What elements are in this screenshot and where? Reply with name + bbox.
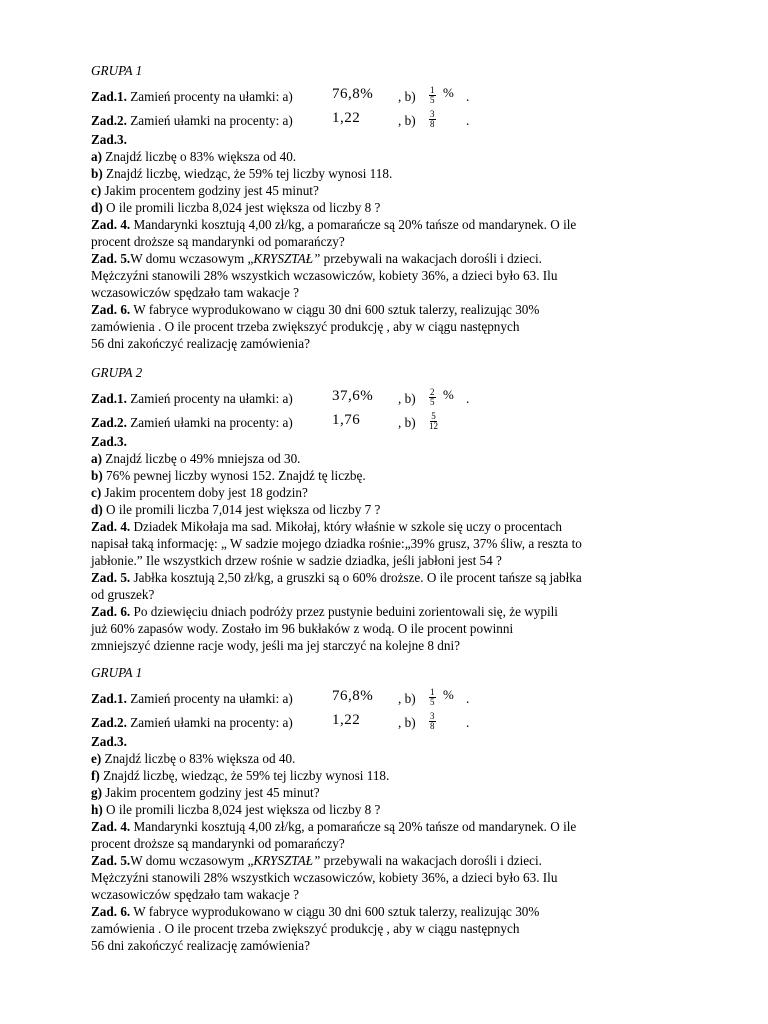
denominator: 8 [430, 721, 435, 731]
subtask: d) O ile promili liczba 7,014 jest większa od liczby 7 ? [91, 502, 381, 517]
value-a: 37,6% [332, 388, 374, 404]
task-text: Zamień procenty na ułamki: a) [130, 89, 293, 104]
marker-b: , b) [398, 113, 416, 128]
marker-b: , b) [398, 391, 416, 406]
denominator: 5 [430, 397, 435, 407]
task-text: Zamień procenty na ułamki: a) [130, 391, 293, 406]
denominator: 5 [430, 697, 435, 707]
subtask: a) Znajdź liczbę o 83% większa od 40. [91, 149, 297, 164]
numerator: 1 [430, 687, 435, 697]
value-a: 76,8% [332, 86, 374, 102]
task-5: Zad. 5.W domu wczasowym „KRYSZTAŁ” przebywali na wakacjach dorośli i dzieci. [91, 251, 542, 266]
fraction [429, 110, 436, 129]
numerator: 2 [430, 387, 435, 397]
task-2 [91, 709, 691, 733]
denominator: 5 [430, 95, 435, 105]
task-2 [91, 409, 691, 433]
task-label: Zad.1. [91, 391, 127, 406]
marker-b: , b) [398, 691, 416, 706]
task-4: Zad. 4. Dziadek Mikołaja ma sad. Mikołaj, który właśnie w szkole się uczy o procentach [91, 519, 562, 534]
numerator: 1 [430, 85, 435, 95]
period: . [466, 391, 470, 406]
task-label: Zad.1. [91, 691, 127, 706]
value-a: 76,8% [332, 688, 374, 704]
denominator: 8 [430, 119, 435, 129]
fraction [429, 388, 436, 407]
task-3-label: Zad.3. [91, 734, 127, 749]
task-label: Zad.2. [91, 415, 127, 430]
value-a: 1,22 [332, 110, 361, 126]
group-section: GRUPA 1 Zad.1. Zamień procenty na ułamki: a) 76,8% , b) $\frac{1}{5}$ % . Zad.2. Zamień ułamki na procenty: a) 1,22 , b) $\frac{3}{8}$ . Zad.3. a) Znajdź liczbę o 83% większa od 40. b) Znajdź liczbę, wiedząc, że 59% tej liczby wynosi 118. c) Jakim procentem godziny jest 45 minut? d) O ile promili liczba 8,024 jest większa od liczby 8 ? Zad. 4. Mandarynki kosztują 4,00 zł/kg, a pomarańcze są 20% tańsze od mandarynek. O ile procent droższe są mandarynki od pomarańczy? Zad. 5.W domu wczasowym „KRYSZTAŁ” przebywali na wakacjach dorośli i dzieci. Mężczyźni stanowili 28% wszystkich wczasowiczów, kobiety 36%, a dzieci było 63. Ilu wczasowiczów spędzało tam wakacje ? Zad. 6. W fabryce wyprodukowano w ciągu 30 dni 600 sztuk talerzy, realizując 30% zamówienia . O ile procent trzeba zwiększyć produkcję , aby w ciągu następnych 56 dni zakończyć realizację zamówienia? [91, 59, 691, 352]
task-1 [91, 385, 691, 409]
marker-b: , b) [398, 89, 416, 104]
percent-sign: % [443, 687, 454, 702]
fraction [429, 712, 436, 731]
task-label: Zad.2. [91, 715, 127, 730]
group-title: GRUPA 1 [91, 63, 143, 78]
task-5: Zad. 5.W domu wczasowym „KRYSZTAŁ” przebywali na wakacjach dorośli i dzieci. [91, 853, 542, 868]
denominator: 12 [429, 421, 438, 431]
task-2 [91, 107, 691, 131]
subtask: b) 76% pewnej liczby wynosi 152. Znajdź tę liczbę. [91, 468, 366, 483]
period: . [466, 113, 470, 128]
subtask: f) Znajdź liczbę, wiedząc, że 59% tej liczby wynosi 118. [91, 768, 390, 783]
task-text: Zamień ułamki na procenty: a) [130, 113, 293, 128]
subtask: d) O ile promili liczba 8,024 jest większa od liczby 8 ? [91, 200, 381, 215]
fraction [429, 688, 436, 707]
value-a: 1,22 [332, 712, 361, 728]
group-title: GRUPA 1 [91, 665, 143, 680]
task-6: Zad. 6. W fabryce wyprodukowano w ciągu 30 dni 600 sztuk talerzy, realizując 30% [91, 904, 540, 919]
value-a: 1,76 [332, 412, 361, 428]
subtask: c) Jakim procentem godziny jest 45 minut? [91, 183, 319, 198]
subtask: h) O ile promili liczba 8,024 jest większa od liczby 8 ? [91, 802, 381, 817]
task-text: Zamień procenty na ułamki: a) [130, 691, 293, 706]
period: . [466, 89, 470, 104]
numerator: 5 [431, 411, 436, 421]
percent-sign: % [443, 85, 454, 100]
subtask: b) Znajdź liczbę, wiedząc, że 59% tej liczby wynosi 118. [91, 166, 393, 181]
fraction [429, 412, 438, 431]
group-section: GRUPA 1 Zad.1. Zamień procenty na ułamki: a) 76,8% , b) $\frac{1}{5}$ % . Zad.2. Zamień ułamki na procenty: a) 1,22 , b) $\frac{3}{8}$ . Zad.3. e) Znajdź liczbę o 83% większa od 40. f) Znajdź liczbę, wiedząc, że 59% tej liczby wynosi 118. g) Jakim procentem godziny jest 45 minut? h) O ile promili liczba 8,024 jest większa od liczby 8 ? Zad. 4. Mandarynki kosztują 4,00 zł/kg, a pomarańcze są 20% tańsze od mandarynek. O ile procent droższe są mandarynki od pomarańczy? Zad. 5.W domu wczasowym „KRYSZTAŁ” przebywali na wakacjach dorośli i dzieci. Mężczyźni stanowili 28% wszystkich wczasowiczów, kobiety 36%, a dzieci było 63. Ilu wczasowiczów spędzało tam wakacje ? Zad. 6. W fabryce wyprodukowano w ciągu 30 dni 600 sztuk talerzy, realizując 30% zamówienia . O ile procent trzeba zwiększyć produkcję , aby w ciągu następnych 56 dni zakończyć realizację zamówienia? [91, 661, 691, 954]
group-title: GRUPA 2 [91, 365, 143, 380]
subtask: e) Znajdź liczbę o 83% większa od 40. [91, 751, 296, 766]
task-6: Zad. 6. Po dziewięciu dniach podróży przez pustynie beduini zorientowali się, że wypili [91, 604, 558, 619]
fraction [429, 86, 436, 105]
task-3-label: Zad.3. [91, 434, 127, 449]
period: . [466, 715, 470, 730]
task-4: Zad. 4. Mandarynki kosztują 4,00 zł/kg, a pomarańcze są 20% tańsze od mandarynek. O ile [91, 217, 577, 232]
task-text: Zamień ułamki na procenty: a) [130, 415, 293, 430]
group-section: GRUPA 2 Zad.1. Zamień procenty na ułamki: a) 37,6% , b) $\frac{2}{5}$ % . Zad.2. Zamień ułamki na procenty: a) 1,76 , b) $\frac{5}{12}$ Zad.3. a) Znajdź liczbę o 49% mniejsza od 30. b) 76% pewnej liczby wynosi 152. Znajdź tę liczbę. c) Jakim procentem doby jest 18 godzin? d) O ile promili liczba 7,014 jest większa od liczby 7 ? Zad. 4. Dziadek Mikołaja ma sad. Mikołaj, który właśnie w szkole się uczy o procentach napisał taką informację: „ W sadzie mojego dziadka rośnie:„39% grusz, 37% śliw, a reszta to jabłonie.” Ile wszystkich drzew rośnie w sadzie dziadka, jeśli jabłoni jest 54 ? Zad. 5. Jabłka kosztują 2,50 zł/kg, a gruszki są o 60% droższe. O ile procent tańsze są jabłka od gruszek? Zad. 6. Po dziewięciu dniach podróży przez pustynie beduini zorientowali się, że wypili już 60% zapasów wody. Zostało im 96 bukłaków z wodą. O ile procent powinni zmniejszyć dzienne racje wody, jeśli ma jej starczyć na kolejne 8 dni? [91, 361, 691, 654]
marker-b: , b) [398, 715, 416, 730]
task-1 [91, 685, 691, 709]
subtask: c) Jakim procentem doby jest 18 godzin? [91, 485, 308, 500]
subtask: g) Jakim procentem godziny jest 45 minut? [91, 785, 320, 800]
percent-sign: % [443, 387, 454, 402]
task-label: Zad.1. [91, 89, 127, 104]
marker-b: , b) [398, 415, 416, 430]
subtask: a) Znajdź liczbę o 49% mniejsza od 30. [91, 451, 301, 466]
numerator: 3 [430, 109, 435, 119]
task-label: Zad.2. [91, 113, 127, 128]
numerator: 3 [430, 711, 435, 721]
task-3-label: Zad.3. [91, 132, 127, 147]
period: . [466, 691, 470, 706]
task-1 [91, 83, 691, 107]
task-6: Zad. 6. W fabryce wyprodukowano w ciągu 30 dni 600 sztuk talerzy, realizując 30% [91, 302, 540, 317]
task-4: Zad. 4. Mandarynki kosztują 4,00 zł/kg, a pomarańcze są 20% tańsze od mandarynek. O ile [91, 819, 577, 834]
task-5: Zad. 5. Jabłka kosztują 2,50 zł/kg, a gruszki są o 60% droższe. O ile procent tańsze są jabłka [91, 570, 582, 585]
task-text: Zamień ułamki na procenty: a) [130, 715, 293, 730]
